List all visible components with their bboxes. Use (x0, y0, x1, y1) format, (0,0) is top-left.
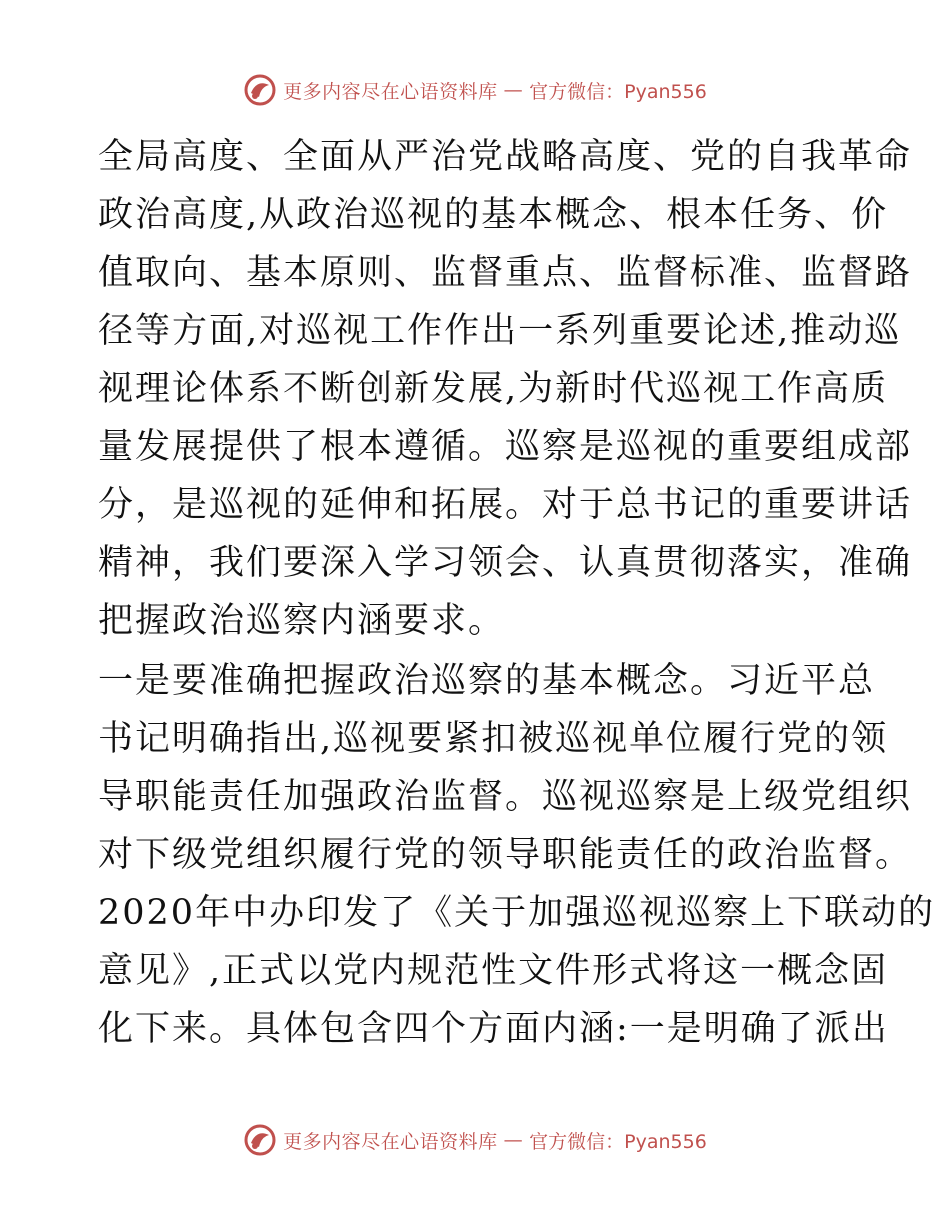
text-line: 径等方面,对巡视工作作出一系列重要论述,推动巡 (98, 311, 902, 351)
text-line: 2020年中办印发了《关于加强巡视巡察上下联动的 (98, 893, 936, 933)
body-paragraph-1 (98, 128, 913, 650)
header-watermark (0, 70, 950, 110)
red-swirl-logo-icon (243, 1123, 277, 1157)
text-line: 全局高度、全面从严治党战略高度、党的自我革命 (98, 137, 913, 177)
text-line: 政治高度,从政治巡视的基本概念、根本任务、价 (98, 195, 889, 235)
text-line: 一是要准确把握政治巡察的基本概念。习近平总 (98, 661, 876, 701)
body-paragraph-2 (98, 652, 936, 1058)
text-line: 对下级党组织履行党的领导职能责任的政治监督。 (98, 835, 913, 875)
watermark-wechat-text: 官方微信：Pyan556 (529, 1130, 707, 1153)
watermark-site-text: 更多内容尽在心语资料库 (283, 1130, 498, 1153)
text-line: 分，是巡视的延伸和拓展。对于总书记的重要讲话 (98, 485, 913, 525)
watermark-wechat-text: 官方微信：Pyan556 (529, 80, 707, 103)
text-line: 精神，我们要深入学习领会、认真贯彻落实，准确 (98, 543, 913, 583)
footer-watermark (0, 1120, 950, 1160)
red-swirl-logo-icon (243, 73, 277, 107)
text-line: 导职能责任加强政治监督。巡视巡察是上级党组织 (98, 777, 913, 817)
text-line: 意见》,正式以党内规范性文件形式将这一概念固 (98, 951, 889, 991)
watermark-separator: — (503, 1129, 524, 1151)
text-line: 书记明确指出,巡视要紧扣被巡视单位履行党的领 (98, 719, 889, 759)
watermark-site-text: 更多内容尽在心语资料库 (283, 80, 498, 103)
text-line: 值取向、基本原则、监督重点、监督标准、监督路 (98, 253, 913, 293)
text-line: 把握政治巡察内涵要求。 (98, 601, 506, 641)
watermark-separator: — (503, 79, 524, 101)
text-line: 量发展提供了根本遵循。巡察是巡视的重要组成部 (98, 427, 913, 467)
text-line: 视理论体系不断创新发展,为新时代巡视工作高质 (98, 369, 889, 409)
text-line: 化下来。具体包含四个方面内涵:一是明确了派出 (98, 1009, 889, 1049)
